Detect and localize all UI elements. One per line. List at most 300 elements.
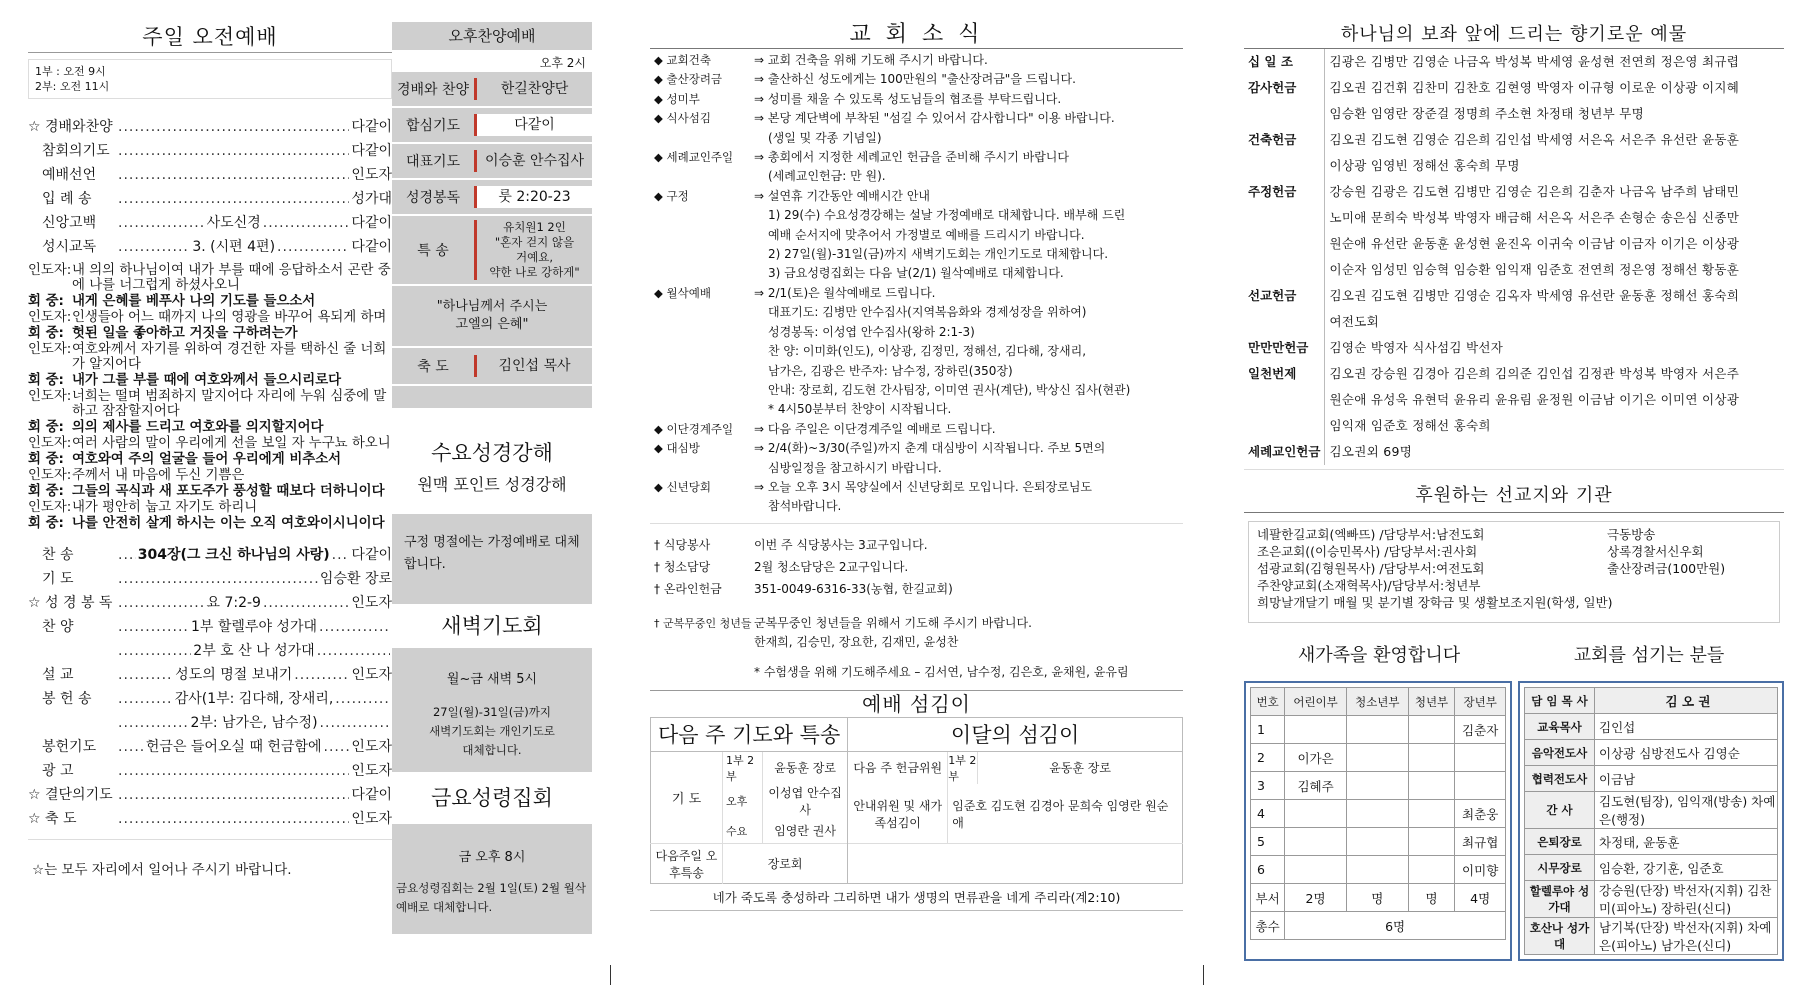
dawn-note (392, 703, 592, 760)
order-label: 신앙고백 (42, 215, 97, 231)
next-week-title: 다음 주 기도와 특송 (651, 717, 848, 751)
order-leader: 다같이 (351, 143, 392, 159)
offering-category: 일천번제 (1244, 361, 1325, 439)
order-detail: 1부 할렐루야 성가대 (191, 619, 317, 635)
order-row (28, 211, 392, 235)
offering-names: 노미애 문희숙 박성복 박영자 배금해 서은옥 서은주 손형순 송은심 신종만 (1329, 210, 1740, 225)
news-item (654, 90, 1179, 109)
table-cell: 최춘웅 (1455, 800, 1506, 828)
order-dots (277, 235, 349, 259)
special-line: "혼자 걷지 않을 (494, 235, 575, 249)
news-line: ⇒ 다음 주일은 이단경계주일 예배로 드립니다. (754, 421, 996, 436)
server-names: 이상광 심방전도사 김영순 (1595, 740, 1778, 766)
responsive-speaker: 인도자: (28, 500, 72, 515)
afternoon-row (392, 72, 592, 108)
mission-item: 극동방송 (1607, 527, 1656, 542)
servers-title: 교회를 섬기는 분들 (1573, 645, 1725, 666)
table-cell (1408, 828, 1455, 856)
table-cell (1408, 772, 1455, 800)
verse: 네가 죽도록 충성하라 그리하면 내가 생명의 면류관을 네게 주리라(계2:10) (650, 884, 1183, 911)
table-cell (1285, 800, 1347, 828)
benediction-value: 김인섭 목사 (474, 355, 592, 377)
order-label: ☆ 축 도 (28, 811, 77, 827)
news-text (754, 439, 1179, 478)
prayer-slot: 수요 (723, 818, 763, 844)
order-dots (118, 615, 189, 639)
responsive-speaker: 인도자: (28, 389, 72, 404)
server-row (1525, 714, 1778, 740)
service-time-2: 2부: 오전 11시 (35, 80, 110, 93)
offering-names: 강승원 김광은 김도현 김병만 김영순 김은희 김춘자 나금옥 남주희 남태민 (1329, 184, 1740, 199)
server-row (1525, 918, 1778, 955)
news-text: 2월 청소담당은 2교구입니다. (754, 559, 909, 574)
usher-label: 안내위원 및 새가족섬김이 (848, 784, 948, 844)
responsive-line (28, 452, 392, 467)
news-item (654, 148, 1179, 187)
dawn-note-line: 27일(월)-31일(금)까지 (432, 705, 552, 719)
order-dots (118, 783, 349, 807)
friday-box (392, 824, 592, 934)
responsive-line (28, 389, 392, 419)
news-item (654, 580, 1179, 602)
responsive-text: 내가 평안히 눕고 자기도 하리니 (72, 500, 258, 515)
order-dots (118, 163, 349, 187)
mission-item: 네팔한길교회(엑빠뜨) /담당부서:남전도회 (1257, 527, 1485, 542)
order-detail: 2부 호 산 나 성가대 (193, 643, 315, 659)
responsive-text: 여호와께서 자기를 위하여 경건한 자를 택하신 줄 너희가 알지어다 (72, 342, 387, 372)
order-detail: 감사(1부: 김다해, 장새리, (174, 691, 334, 707)
news-line: 대표기도: 김병만 안수집사(지역복음화와 경제성장을 위하여) (768, 305, 1087, 320)
order-dots (294, 663, 349, 687)
table-cell (1455, 772, 1506, 800)
news-line: ⇒ 교회 건축을 위해 기도해 주시기 바랍니다. (754, 53, 988, 67)
order-label: 봉 헌 송 (42, 691, 92, 707)
offering-names: 김영순 박영자 식사섬김 박선자 (1329, 340, 1504, 355)
total-label: 총수 (1251, 912, 1285, 940)
responsive-speaker: 회 중: (28, 452, 64, 467)
order-label: 참회의기도 (42, 143, 110, 159)
order-leader: 다같이 (351, 119, 392, 135)
table-cell: 김춘자 (1455, 716, 1506, 744)
order-row (28, 187, 392, 211)
offering-names: 원순애 유성욱 유현덕 윤유리 윤유림 윤정원 이금남 이기은 이미연 이상광 (1329, 392, 1740, 407)
mission-list-right (1607, 526, 1725, 594)
offering-row (1244, 309, 1784, 335)
news-text (754, 90, 1179, 109)
soldier-row (650, 602, 1183, 653)
news-line: 안내: 장로회, 김도현 간사팀장, 이미연 권사(계단), 박상신 집사(현관) (768, 382, 1131, 397)
mission-list (1257, 526, 1607, 594)
news-item (654, 558, 1179, 580)
table-cell (1346, 828, 1408, 856)
total-value: 6명 (1285, 912, 1506, 940)
responsive-text: 그들의 곡식과 새 포도주가 풍성할 때보다 더하니이다 (72, 484, 385, 499)
mission-item: 상록경찰서신우회 (1607, 544, 1704, 559)
server-names: 남기복(단장) 박선자(지휘) 차예은(피아노) 남가은(신디) (1595, 918, 1778, 955)
prayer-name: 이성엽 안수집사 (763, 784, 848, 818)
responsive-line (28, 294, 392, 309)
table-row (1251, 884, 1506, 912)
news-line: ⇒ 총회에서 지정한 세례교인 헌금을 준비해 주시기 바랍니다 (754, 150, 1069, 165)
friday-time: 금 오후 8시 (458, 850, 526, 865)
afternoon-label: 대표기도 (405, 154, 461, 170)
news-text (754, 284, 1179, 420)
order-dots (332, 543, 350, 567)
order-dots (317, 639, 390, 663)
table-cell: 4 (1251, 800, 1285, 828)
table-cell (1346, 744, 1408, 772)
responsive-text: 인생들아 어느 때까지 나의 영광을 바꾸어 욕되게 하며 (72, 310, 387, 325)
serve-table (650, 717, 1183, 885)
news-label: ◆ 세례교인주일 (654, 150, 734, 165)
order-dots (118, 187, 349, 211)
offering-slot: 1부 2부 (948, 751, 978, 784)
order-row (28, 711, 392, 735)
header-cell: 청소년부 (1346, 688, 1408, 716)
responsive-line (28, 342, 392, 372)
server-role: 호산나 성가대 (1525, 918, 1595, 955)
offering-category: 감사헌금 (1244, 75, 1325, 127)
server-row (1525, 855, 1778, 881)
table-cell (1285, 828, 1347, 856)
news-line: ⇒ 본당 계단벽에 부착된 "섬길 수 있어서 감사합니다" 이용 바랍니다. (754, 111, 1115, 126)
order-label: 기 도 (42, 571, 74, 587)
friday-title: 금요성령집회 (431, 786, 553, 810)
responsive-line (28, 500, 392, 515)
responsive-text: 여러 사람의 말이 우리에게 선을 보일 자 누구뇨 하오니 (72, 436, 391, 451)
divider (610, 965, 611, 985)
news-label: † 청소담당 (654, 559, 711, 574)
special-song-label: 특 송 (417, 243, 449, 259)
news-label: † 온라인헌금 (654, 581, 722, 596)
table-cell (1408, 856, 1455, 884)
soldier-line: 군복무중인 청년들을 위해서 기도해 주시기 바랍니다. (754, 615, 1032, 630)
soldier-line: 한재희, 김승민, 장요한, 김재민, 윤성찬 (754, 635, 959, 650)
news-item (654, 109, 1179, 148)
prayer-slot: 1부 2부 (723, 751, 763, 784)
news-item (654, 439, 1179, 478)
news-list-2 (650, 524, 1183, 602)
order-leader: 다같이 (351, 787, 392, 803)
news-text (754, 187, 1179, 284)
server-role: 시무장로 (1525, 855, 1595, 881)
server-names: 김인섭 (1595, 714, 1778, 740)
news-label: ◆ 교회건축 (654, 53, 711, 67)
news-line: 3) 금요성령집회는 다음 날(2/1) 월삭예배로 대체합니다. (768, 266, 1064, 281)
order-leader: 인도자 (351, 595, 392, 611)
mission-columns (1257, 526, 1771, 594)
prayer-slot: 오후 (723, 784, 763, 818)
order-leader: 인도자 (351, 763, 392, 779)
offering-row (1244, 257, 1784, 283)
afternoon-value: 한길찬양단 (474, 78, 592, 100)
order-row (28, 663, 392, 687)
server-row (1525, 740, 1778, 766)
order-detail: 3. (시편 4편) (192, 239, 276, 255)
server-row (1525, 792, 1778, 829)
news-line: ⇒ 오늘 오후 3시 목양실에서 신년당회로 모입니다. 은퇴장로님도 (754, 479, 1093, 494)
special-song-row (392, 216, 592, 286)
news-item (654, 284, 1179, 420)
news-item (654, 51, 1179, 70)
server-role: 음악전도사 (1525, 740, 1595, 766)
responsive-text: 나를 안전히 살게 하시는 이는 오직 여호와이시니이다 (72, 516, 385, 531)
table-cell: 이가은 (1285, 744, 1347, 772)
table-row (1251, 856, 1506, 884)
order-dots (118, 115, 349, 139)
responsive-line (28, 263, 392, 293)
order-label: 광 고 (42, 763, 74, 779)
order-detail: 성도의 명절 보내기 (175, 667, 293, 683)
offering-row (1244, 439, 1784, 465)
order-label: 찬 양 (42, 619, 74, 635)
afternoon-value: 이승훈 안수집사 (474, 150, 592, 172)
table-cell (1346, 716, 1408, 744)
afternoon-value: 다같이 (474, 114, 592, 136)
soldier-label: † 군복무중인 청년들 (654, 616, 752, 630)
prayer-name: 임영란 권사 (763, 818, 848, 844)
order-label: 설 교 (42, 667, 74, 683)
order-row (28, 115, 392, 139)
servers-table (1524, 687, 1778, 955)
news-line: ⇒ 2/1(토)은 월삭예배로 드립니다. (754, 285, 936, 300)
responsive-speaker: 회 중: (28, 516, 64, 531)
order-dots (118, 711, 188, 735)
table-row (1251, 716, 1506, 744)
header-cell: 청년부 (1408, 688, 1455, 716)
news-label: ◆ 대심방 (654, 441, 700, 456)
offering-category: 세례교인헌금 (1244, 439, 1325, 465)
news-line: (세례교인헌금: 만 원). (768, 169, 886, 184)
new-family-box (1244, 681, 1512, 961)
worship-order (28, 115, 392, 259)
header-cell: 어린이부 (1285, 688, 1347, 716)
church-news-panel (650, 22, 1183, 962)
offering-row (1244, 127, 1784, 153)
responsive-speaker: 인도자: (28, 310, 72, 325)
soldier-text (754, 614, 1179, 653)
offering-row (1244, 101, 1784, 127)
new-family-title: 새가족을 환영합니다 (1297, 645, 1461, 666)
responsive-line (28, 326, 392, 341)
table-cell: 김혜주 (1285, 772, 1347, 800)
offering-panel (1244, 22, 1784, 962)
benediction-row (392, 348, 592, 386)
order-dots (324, 735, 350, 759)
serve-title: 예배 섬김이 (862, 691, 971, 716)
news-list (650, 49, 1183, 519)
server-names: 차정태, 윤동훈 (1595, 829, 1778, 855)
special-song-label: 다음주일 오후특송 (651, 844, 723, 884)
special-line: 거예요, (516, 250, 553, 264)
news-label: ◆ 신년당회 (654, 479, 711, 494)
offering-row (1244, 413, 1784, 439)
special-line: 유치원1 2인 (503, 220, 566, 234)
dawn-note-line: 대체합니다. (462, 743, 522, 757)
dawn-note-line: 새벽기도회는 개인기도로 (429, 724, 555, 738)
wednesday-title: 수요성경강해 (431, 441, 553, 465)
news-text (754, 70, 1179, 89)
table-cell (1408, 800, 1455, 828)
table-cell (1285, 716, 1347, 744)
sum-cell: 4명 (1455, 884, 1506, 912)
mission-title: 후원하는 선교지와 기관 (1415, 485, 1613, 506)
order-row (28, 783, 392, 807)
mission-last: 희망날개달기 매월 및 분기별 장학금 및 생활보조지원(학생, 일반) (1257, 595, 1613, 610)
news-line: 성경봉독: 이성엽 안수집사(왕하 2:1-3) (768, 324, 975, 339)
offering-table (1244, 49, 1784, 465)
news-line: 찬 양: 이미화(인도), 이상광, 김정민, 정해선, 김다해, 장새리, (768, 344, 1087, 359)
table-cell: 6 (1251, 856, 1285, 884)
wednesday-subtitle: 원맥 포인트 성경강해 (417, 475, 567, 494)
sermon-title (392, 286, 592, 348)
offering-names: 김오권 김건휘 김찬미 김찬호 김현영 박영자 이규형 이로운 이상광 이지혜 (1329, 80, 1740, 95)
responsive-reading (28, 263, 392, 531)
news-line: 남가은, 김광은 반주자: 남수정, 장하린(350장) (768, 363, 1013, 378)
order-label: ☆ 결단의기도 (28, 787, 113, 803)
responsive-speaker: 회 중: (28, 484, 64, 499)
friday-note: 금요성령집회는 2월 1일(토) 2월 월삭예배로 대체합니다. (396, 881, 586, 914)
offering-names: 임익재 임준호 정해선 홍숙희 (1329, 418, 1491, 433)
sum-cell: 명 (1408, 884, 1455, 912)
responsive-speaker: 인도자: (28, 468, 72, 483)
order-detail: 요 7:2-9 (206, 595, 261, 611)
offering-category: 주정헌금 (1244, 179, 1325, 283)
offering-committee-label: 다음 주 헌금위원 (848, 751, 948, 784)
sum-cell: 명 (1346, 884, 1408, 912)
order-detail: 2부: 남가은, 남수정) (190, 715, 318, 731)
table-cell: 2 (1251, 744, 1285, 772)
special-line: 약한 나로 강하게" (489, 265, 580, 279)
order-dots (320, 711, 390, 735)
responsive-speaker: 인도자: (28, 263, 72, 278)
afternoon-label: 합심기도 (405, 118, 461, 134)
order-row (28, 235, 392, 259)
afternoon-value: 룻 2:20-23 (474, 186, 592, 208)
table-cell (1346, 772, 1408, 800)
offering-names: 임승환 임영란 장준걸 정명희 주소현 차정태 청년부 무명 (1329, 106, 1644, 121)
table-cell: 이미향 (1455, 856, 1506, 884)
server-role: 은퇴장로 (1525, 829, 1595, 855)
order-dots (118, 687, 173, 711)
service-times (28, 59, 392, 99)
offering-names: 이순자 임성민 임승혁 임승환 임익재 임준호 전연희 정은영 정해선 황동훈 (1329, 262, 1740, 277)
order-dots (118, 211, 205, 235)
news-label: † 식당봉사 (654, 537, 711, 552)
afternoon-label: 성경봉독 (405, 190, 461, 206)
order-label: 예배선언 (42, 167, 97, 183)
news-label: ◆ 이단경계주일 (654, 421, 734, 436)
order-row (28, 567, 392, 591)
order-leader: 인도자 (351, 667, 392, 683)
exam-text: * 수험생을 위해 기도해주세요 – 김서연, 남수정, 김은호, 윤채원, 윤유림 (754, 664, 1129, 679)
news-label: ◆ 구정 (654, 188, 689, 203)
news-line: ⇒ 2/4(화)~3/30(주일)까지 춘계 대심방이 시작됩니다. 주보 5면의 (754, 441, 1106, 456)
dawn-time: 월~금 새벽 5시 (446, 672, 538, 687)
table-row (1251, 744, 1506, 772)
special-song-value (474, 220, 592, 280)
exam-row (650, 653, 1183, 682)
afternoon-row (392, 108, 592, 144)
order-row (28, 639, 392, 663)
server-row (1525, 688, 1778, 714)
table-header (1251, 688, 1506, 716)
news-label: ◆ 식사섬김 (654, 111, 711, 126)
responsive-speaker: 회 중: (28, 326, 64, 341)
server-role: 교육목사 (1525, 714, 1595, 740)
responsive-speaker: 인도자: (28, 436, 72, 451)
order-detail: 304장(그 크신 하나님의 사랑) (137, 547, 330, 563)
offering-row (1244, 75, 1784, 101)
order-row (28, 615, 392, 639)
responsive-text: 너희는 떨며 범죄하지 말지어다 자리에 누워 심중에 말하고 잠잠할지어다 (72, 389, 387, 419)
table-cell: 3 (1251, 772, 1285, 800)
mission-item: 출산장려금(100만원) (1607, 561, 1726, 576)
responsive-text: 내게 은혜를 베푸사 나의 기도를 들으소서 (72, 294, 316, 309)
afternoon-label: 경배와 찬양 (396, 82, 470, 98)
responsive-line (28, 516, 392, 531)
bottom-tables (1244, 681, 1784, 961)
afternoon-title: 오후찬양예배 (392, 22, 592, 50)
order-row (28, 735, 392, 759)
server-role: 할렐루야 성가대 (1525, 881, 1595, 918)
morning-service-panel (28, 22, 392, 962)
afternoon-row (392, 180, 592, 216)
order-label: ☆ 경배와찬양 (28, 119, 113, 135)
responsive-speaker: 회 중: (28, 373, 64, 388)
sermon-line: "하나님께서 주시는 (436, 299, 548, 314)
offering-names: 이상광 임영빈 정해선 홍숙희 무명 (1329, 158, 1520, 173)
order-row (28, 759, 392, 783)
news-text: 이번 주 식당봉사는 3교구입니다. (754, 537, 928, 552)
news-item (654, 478, 1179, 517)
news-text (754, 420, 1179, 439)
server-role: 협력전도사 (1525, 766, 1595, 792)
special-song-group: 장로회 (723, 844, 848, 884)
offering-names: 김오권 김도현 김영순 김은희 김인섭 박세영 서은옥 서은주 유선란 윤동훈 (1329, 132, 1740, 147)
offering-row (1244, 179, 1784, 205)
sum-cell: 부서 (1251, 884, 1285, 912)
offering-names: 원순애 유선란 윤동훈 윤성현 윤진옥 이귀숙 이금남 이금자 이기은 이상광 (1329, 236, 1740, 251)
news-text (754, 478, 1179, 517)
table-row (1251, 828, 1506, 856)
table-cell (1346, 856, 1408, 884)
server-row (1525, 881, 1778, 918)
news-label: ◆ 월삭예배 (654, 285, 711, 300)
order-row (28, 139, 392, 163)
news-item (654, 70, 1179, 89)
table-cell: 5 (1251, 828, 1285, 856)
welcome-header (1244, 641, 1784, 667)
usher-names: 임준호 김도현 김경아 문희숙 임영란 원순애 (952, 798, 1169, 830)
order-dots (263, 211, 350, 235)
table-cell (1455, 744, 1506, 772)
order-row (28, 807, 392, 831)
news-line: 예배 순서지에 맞추어서 가정별로 예배를 드리시기 바랍니다. (768, 227, 1085, 242)
server-row (1525, 829, 1778, 855)
servers-box (1518, 681, 1784, 961)
responsive-line (28, 468, 392, 483)
offering-title: 하나님의 보좌 앞에 드리는 향기로운 예물 (1340, 24, 1688, 45)
server-row (1525, 766, 1778, 792)
afternoon-panel (392, 22, 592, 962)
service-time-1: 1부 : 오전 9시 (35, 65, 106, 78)
news-line: (생일 및 각종 기념일) (768, 130, 882, 145)
news-text: 351-0049-6316-33(농협, 한길교회) (754, 581, 953, 596)
table-cell (1346, 800, 1408, 828)
responsive-text: 의의 제사를 드리고 여호와를 의지할지어다 (72, 420, 324, 435)
dawn-box (392, 648, 592, 772)
